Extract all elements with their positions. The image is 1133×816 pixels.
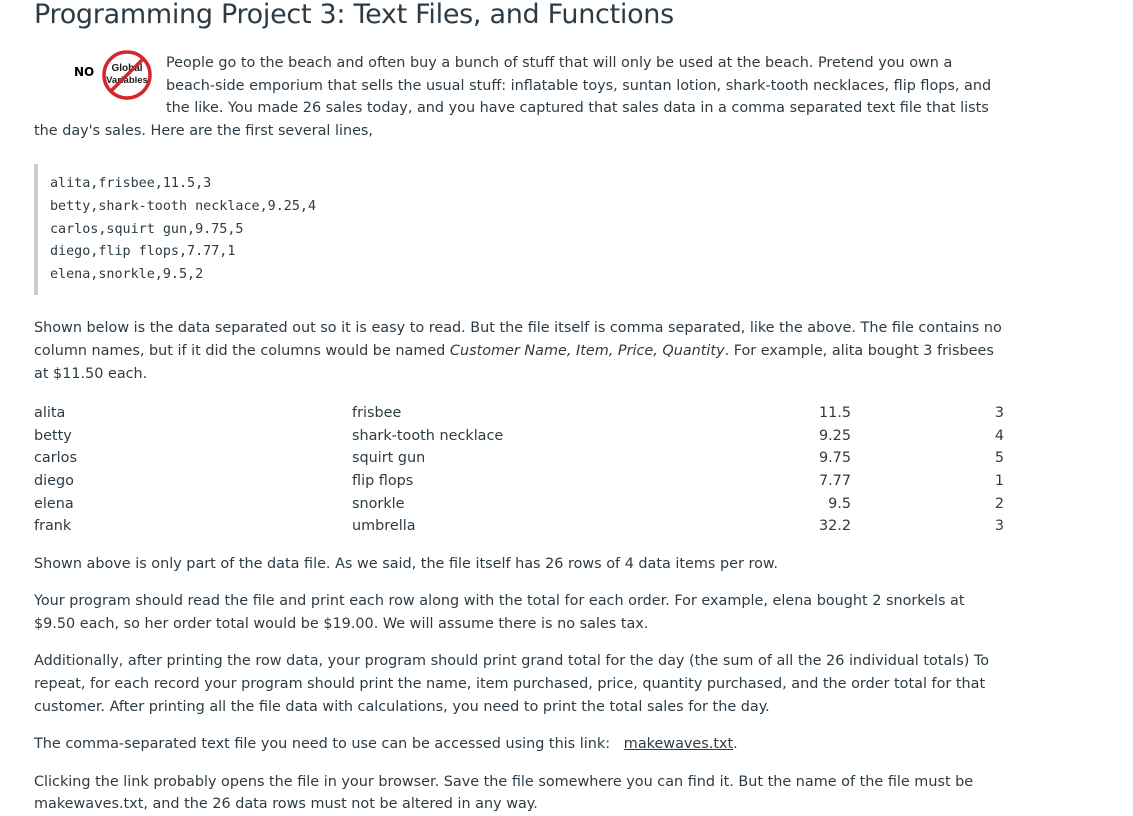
cell-price: 9.75 bbox=[818, 450, 851, 467]
cell-price: 11.5 bbox=[818, 405, 851, 422]
cell-qty: 1 bbox=[994, 472, 1004, 489]
cell-name: betty bbox=[34, 427, 72, 444]
table-row bbox=[34, 470, 1004, 493]
code-line: alita,frisbee,11.5,3 bbox=[50, 176, 212, 192]
cell-name: frank bbox=[34, 518, 72, 535]
program-requirements-paragraph: Your program should read the file and print each row along with the total for each order. For example, elena bought 2 snorkels at $9.50 each, so her order total would be $19.00. We will assume there is no sales tax. bbox=[34, 593, 965, 632]
table-row bbox=[34, 515, 1004, 538]
table-row bbox=[34, 402, 1004, 425]
grand-total-paragraph: Additionally, after printing the row data, your program should print grand total for the day (the sum of all the 26 individual totals) To repeat, for each record your program should print the name, item purchased, price, quantity purchased, and the order total for that customer. After printing all the file data with calculations, you need to print the total sales for the day. bbox=[34, 653, 990, 715]
intro-paragraph bbox=[34, 52, 1004, 142]
no-sign-icon bbox=[100, 48, 154, 102]
column-names: Customer Name, Item, Price, Quantity bbox=[449, 342, 725, 359]
code-line: betty,shark-tooth necklace,9.25,4 bbox=[50, 198, 317, 214]
intro-text: People go to the beach and often buy a bunch of stuff that will only be used at the beach. Pretend you own a beach-side emporium that sells the usual stuff: inflatable toys, suntan lotion, shark-tooth necklaces, flip flops, and the like. You made 26 sales today, and you have captured that sales data in a comma separated text file that lists the day's sales. Here are the first several lines, bbox=[34, 55, 992, 139]
badge-circle-text-2: Variables bbox=[106, 75, 148, 86]
sales-table bbox=[34, 402, 1004, 538]
cell-name: alita bbox=[34, 405, 66, 422]
code-line: elena,snorkle,9.5,2 bbox=[50, 266, 204, 282]
file-link-paragraph bbox=[34, 733, 1004, 756]
makewaves-file-link[interactable]: makewaves.txt bbox=[623, 736, 734, 753]
cell-price: 32.2 bbox=[818, 518, 851, 535]
page-content bbox=[34, 0, 1004, 816]
cell-item: shark-tooth necklace bbox=[352, 427, 504, 444]
cell-name: carlos bbox=[34, 450, 77, 467]
code-block bbox=[34, 164, 1004, 295]
page-title: Programming Project 3: Text Files, and Functions bbox=[34, 0, 674, 30]
data-explanation-paragraph bbox=[34, 317, 1004, 385]
cell-price: 7.77 bbox=[818, 472, 851, 489]
table-row bbox=[34, 493, 1004, 516]
code-line: carlos,squirt gun,9.75,5 bbox=[50, 221, 244, 237]
explanation-text-before: Shown below is the data separated out so it is easy to read. But the file itself is comma separated, like the above. The file contains no column names, but if it did the columns would be named bbox=[34, 320, 1002, 359]
explanation-text-after: . For example, alita bought 3 frisbees at $11.50 each. bbox=[34, 342, 994, 382]
cell-name: diego bbox=[34, 472, 74, 489]
cell-item: frisbee bbox=[352, 405, 402, 422]
file-link-period: . bbox=[733, 736, 738, 753]
badge-circle-text-1: Global bbox=[111, 63, 143, 74]
file-link-text: The comma-separated text file you need to use can be accessed using this link: bbox=[34, 736, 611, 753]
cell-qty: 3 bbox=[994, 405, 1004, 422]
badge-no-text: NO bbox=[74, 65, 95, 79]
table-row bbox=[34, 425, 1004, 448]
cell-item: flip flops bbox=[352, 472, 414, 489]
cell-item: squirt gun bbox=[352, 450, 426, 467]
cell-name: elena bbox=[34, 495, 74, 512]
cell-item: snorkle bbox=[352, 495, 405, 512]
partial-data-paragraph: Shown above is only part of the data file. As we said, the file itself has 26 rows of 4 data items per row. bbox=[34, 555, 778, 572]
cell-qty: 5 bbox=[994, 450, 1004, 467]
cell-qty: 4 bbox=[994, 427, 1004, 444]
no-global-variables-badge bbox=[38, 48, 156, 98]
cell-price: 9.25 bbox=[818, 427, 851, 444]
cell-price: 9.5 bbox=[828, 495, 851, 512]
cell-qty: 2 bbox=[994, 495, 1004, 512]
code-line: diego,flip flops,7.77,1 bbox=[50, 244, 236, 260]
cell-qty: 3 bbox=[994, 518, 1004, 535]
table-row bbox=[34, 447, 1004, 470]
save-file-paragraph: Clicking the link probably opens the file in your browser. Save the file somewhere you can find it. But the name of the file must be makewaves.txt, and the 26 data rows must not be altered in any way. bbox=[34, 773, 974, 813]
cell-item: umbrella bbox=[352, 518, 416, 535]
